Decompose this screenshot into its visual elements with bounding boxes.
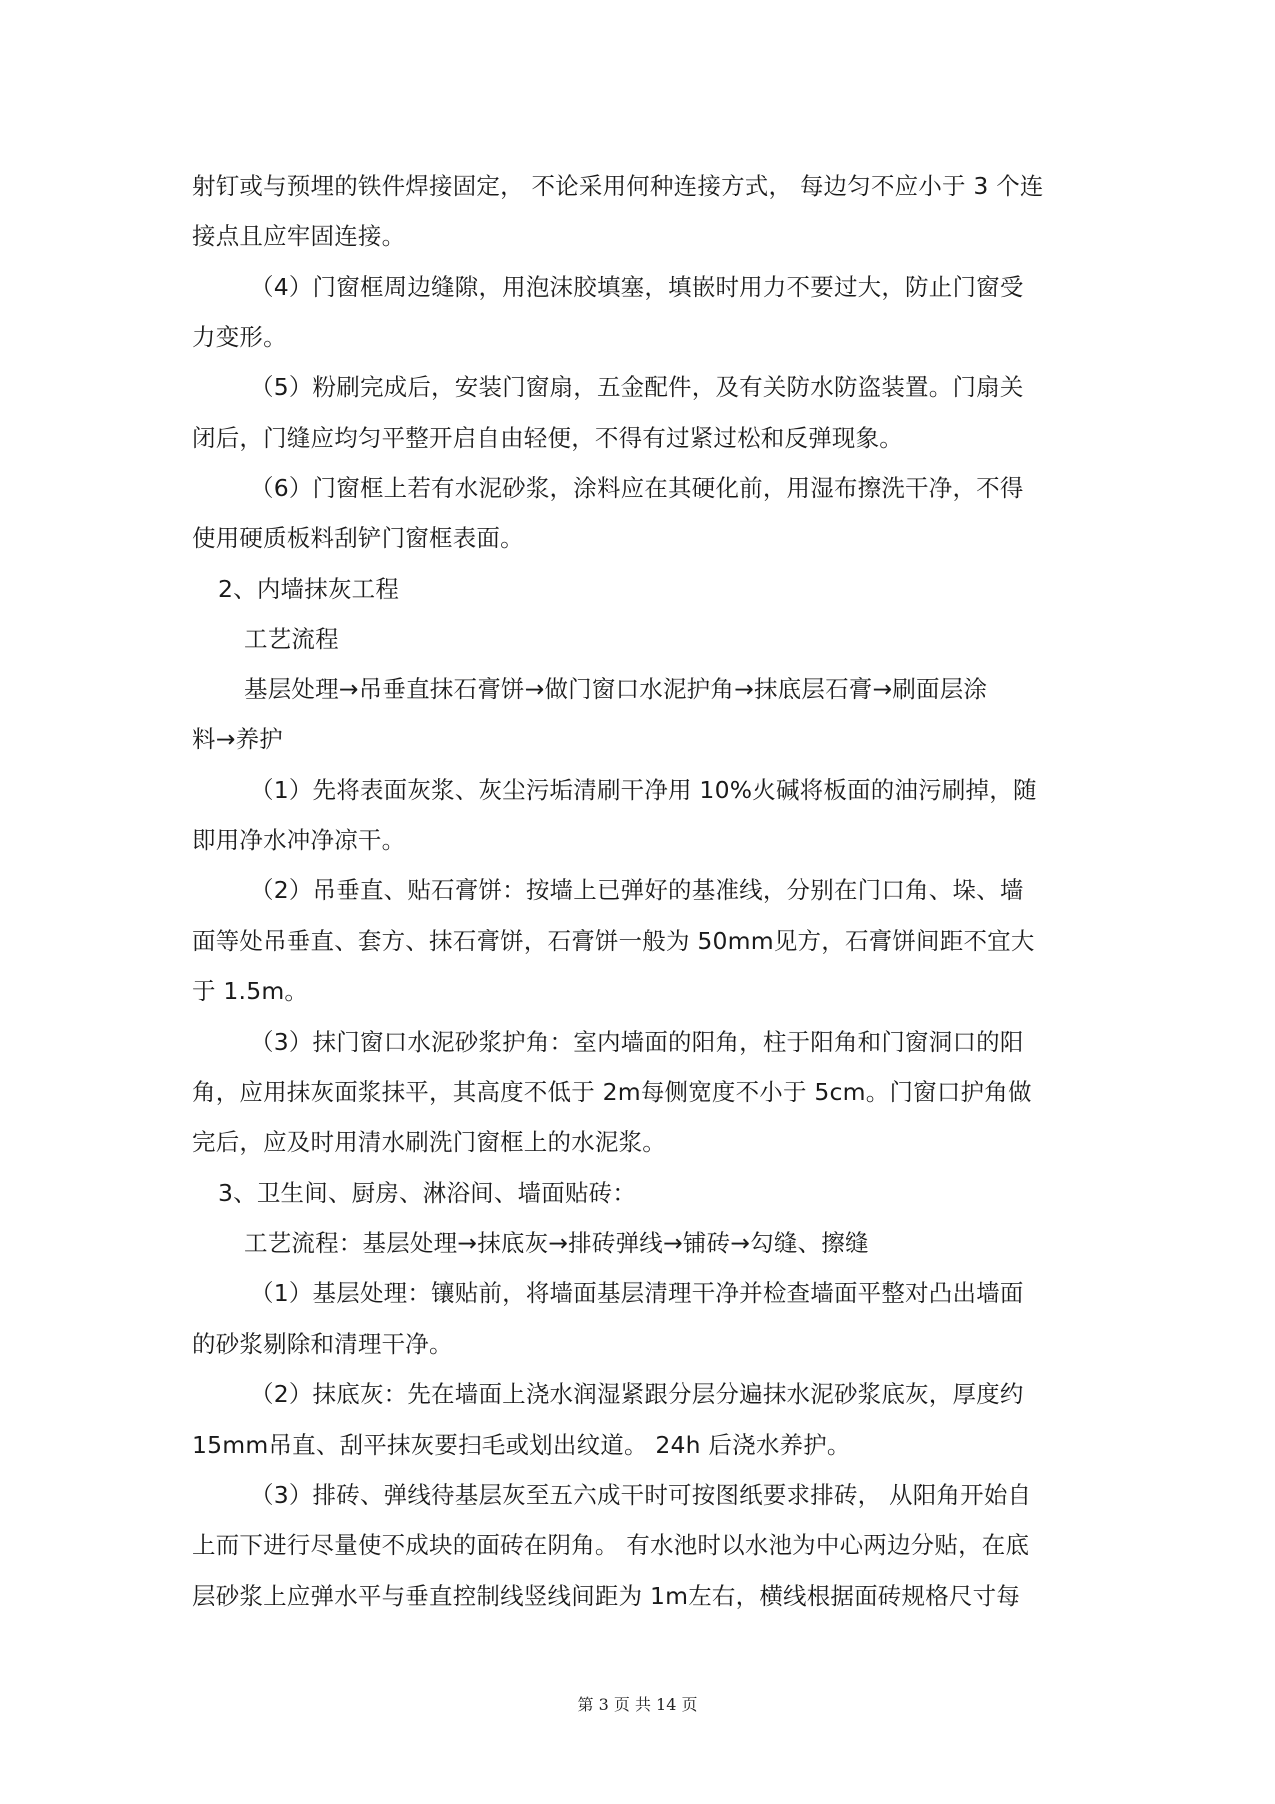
text-line: 角，应用抹灰面浆抹平，其高度不低于 2m每侧宽度不小于 5cm。门窗口护角做	[192, 1078, 1032, 1106]
text-line: 于 1.5m。	[192, 977, 309, 1005]
text-line: （2）吊垂直、贴石膏饼：按墙上已弹好的基准线，分别在门口角、垛、墙	[250, 876, 1024, 904]
subheading: 工艺流程	[244, 625, 339, 653]
text-line: 的砂浆剔除和清理干净。	[192, 1330, 453, 1358]
text-line: 即用净水冲净凉干。	[192, 826, 406, 854]
text-line: 上而下进行尽量使不成块的面砖在阴角。 有水池时以水池为中心两边分贴，在底	[192, 1531, 1030, 1559]
text-line: 闭后，门缝应均匀平整开启自由轻便，不得有过紧过松和反弹现象。	[192, 424, 903, 452]
text-line: （1）先将表面灰浆、灰尘污垢清刷干净用 10%火碱将板面的油污刷掉，随	[250, 776, 1037, 804]
text-line: 工艺流程：基层处理→抹底灰→排砖弹线→铺砖→勾缝、擦缝	[244, 1229, 869, 1257]
text-line: （3）排砖、弹线待基层灰至五六成干时可按图纸要求排砖， 从阳角开始自	[250, 1481, 1032, 1509]
text-line: （6）门窗框上若有水泥砂浆，涂料应在其硬化前，用湿布擦洗干净，不得	[250, 474, 1024, 502]
text-line: （5）粉刷完成后，安装门窗扇，五金配件，及有关防水防盗装置。门扇关	[250, 373, 1024, 401]
text-line: （1）基层处理：镶贴前，将墙面基层清理干净并检查墙面平整对凸出墙面	[250, 1279, 1024, 1307]
text-line: （2）抹底灰：先在墙面上浇水润湿紧跟分层分遍抹水泥砂浆底灰，厚度约	[250, 1380, 1024, 1408]
page-number-footer: 第 3 页 共 14 页	[577, 1695, 698, 1714]
text-line: （3）抹门窗口水泥砂浆护角：室内墙面的阳角，柱于阳角和门窗洞口的阳	[250, 1028, 1024, 1056]
text-line: 使用硬质板料刮铲门窗框表面。	[192, 524, 524, 552]
text-line: 基层处理→吊垂直抹石膏饼→做门窗口水泥护角→抹底层石膏→刷面层涂	[244, 675, 988, 703]
text-line: 力变形。	[192, 323, 287, 351]
text-line: 料→养护	[192, 725, 283, 753]
text-line: （4）门窗框周边缝隙，用泡沫胶填塞，填嵌时用力不要过大，防止门窗受	[250, 273, 1024, 301]
text-line: 15mm吊直、刮平抹灰要扫毛或划出纹道。 24h 后浇水养护。	[192, 1431, 851, 1459]
text-line: 完后，应及时用清水刷洗门窗框上的水泥浆。	[192, 1128, 666, 1156]
text-line: 面等处吊垂直、套方、抹石膏饼，石膏饼一般为 50mm见方，石膏饼间距不宜大	[192, 927, 1035, 955]
section-heading: 3、卫生间、厨房、淋浴间、墙面贴砖：	[218, 1179, 637, 1207]
text-line: 层砂浆上应弹水平与垂直控制线竖线间距为 1m左右，横线根据面砖规格尺寸每	[192, 1582, 1021, 1610]
section-heading: 2、内墙抹灰工程	[218, 575, 400, 603]
text-line: 接点且应牢固连接。	[192, 222, 406, 250]
text-line: 射钉或与预埋的铁件焊接固定， 不论采用何种连接方式， 每边匀不应小于 3 个连	[192, 172, 1044, 200]
